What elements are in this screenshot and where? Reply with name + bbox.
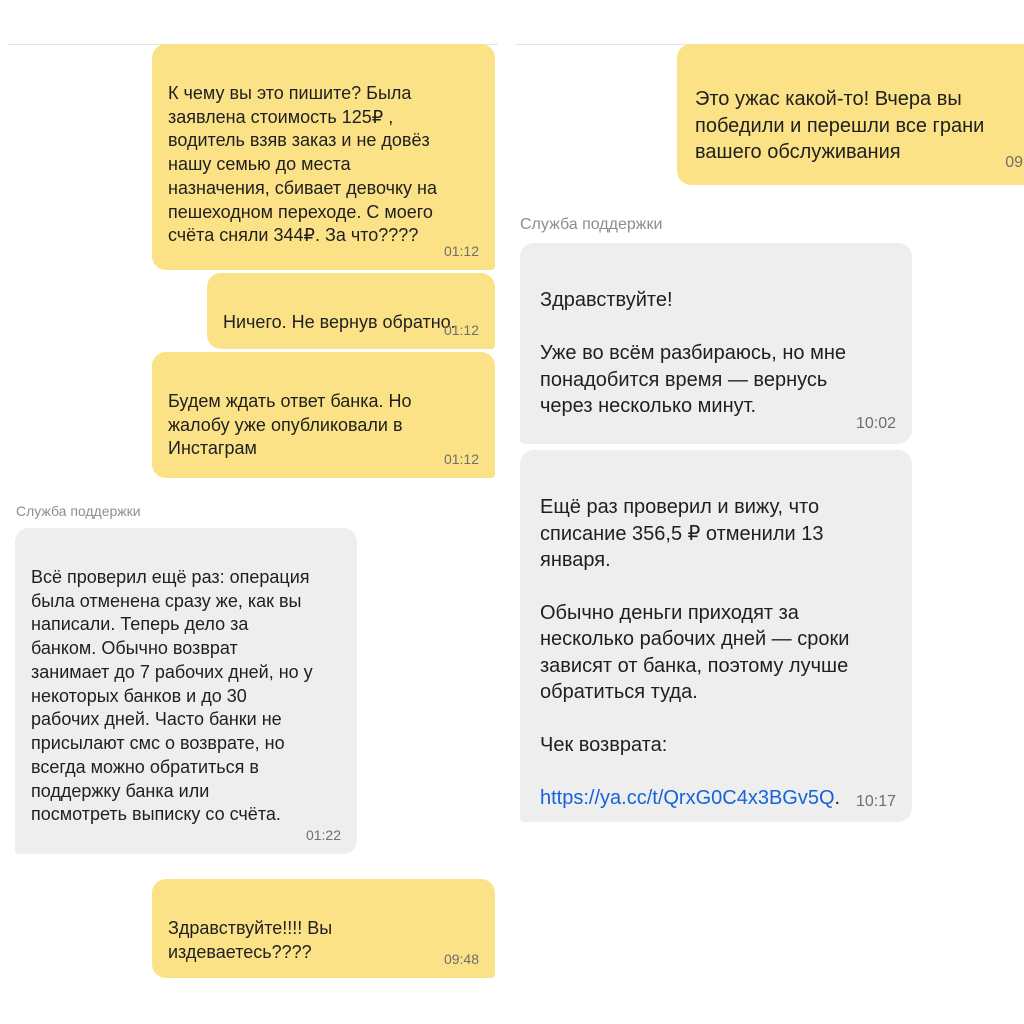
message-bubble-outgoing — [152, 44, 495, 270]
message-bubble-incoming — [520, 243, 912, 444]
message-text: Здравствуйте! Уже во всём разбираюсь, но мне понадобится время — вернусь через несколько минут. — [540, 289, 847, 417]
message-time: 01:12 — [443, 450, 479, 467]
message-bubble-incoming — [520, 450, 912, 822]
message-time: 01:22 — [305, 826, 341, 843]
message-time: 01:12 — [443, 242, 479, 259]
message-time: 10:02 — [855, 414, 896, 432]
message-bubble-outgoing — [207, 273, 495, 349]
message-text: Ничего. Не вернув обратно. — [223, 311, 456, 332]
message-bubble-incoming — [15, 528, 357, 854]
right-chat-panel — [515, 0, 1024, 1024]
message-text: Всё проверил ещё раз: операция была отменена сразу же, как вы написали. Теперь дело за банком. Обычно возврат занимает до 7 рабочих дней, но у некоторых банков и до 30 рабочих дней. Часто банки не присылают смс о возврате, но всегда можно обратиться в поддержку банка или посмотреть выписку со счёта. — [31, 566, 313, 825]
message-bubble-outgoing — [152, 352, 495, 478]
left-chat-panel — [0, 0, 505, 1024]
message-text: К чему вы это пишите? Была заявлена стоимость 125₽ , водитель взяв заказ и не довёз нашу семью до места назначения, сбивает девочку на пешеходном переходе. С моего счёта сняли 344₽. За что???? — [168, 82, 437, 246]
link-suffix: . — [834, 786, 841, 809]
refund-receipt-link[interactable]: https://ya.cc/t/QrxG0C4x3BGv5Q — [540, 786, 835, 809]
message-text: Ещё раз проверил и вижу, что списание 356,5 ₽ отменили 13 января. Обычно деньги приходят за несколько рабочих дней — сроки зависят от банка, поэтому лучше обратиться туда. Чек возврата: — [540, 496, 850, 756]
message-time: 10:17 — [855, 792, 896, 810]
message-bubble-outgoing — [152, 879, 495, 978]
sender-label-support: Служба поддержки — [16, 503, 141, 519]
sender-label-support: Служба поддержки — [520, 216, 663, 233]
message-text: Это ужас какой-то! Вчера вы победили и перешли все грани вашего обслуживания — [695, 88, 985, 164]
message-bubble-outgoing — [677, 44, 1024, 185]
message-time: 09:48 — [443, 950, 479, 967]
refund-receipt-line — [540, 785, 892, 811]
message-time: 09 — [1005, 153, 1023, 171]
message-text: Здравствуйте!!!! Вы издеваетесь???? — [168, 917, 333, 962]
message-text: Будем ждать ответ банка. Но жалобу уже опубликовали в Инстаграм — [168, 390, 412, 459]
message-time: 01:12 — [443, 321, 479, 338]
